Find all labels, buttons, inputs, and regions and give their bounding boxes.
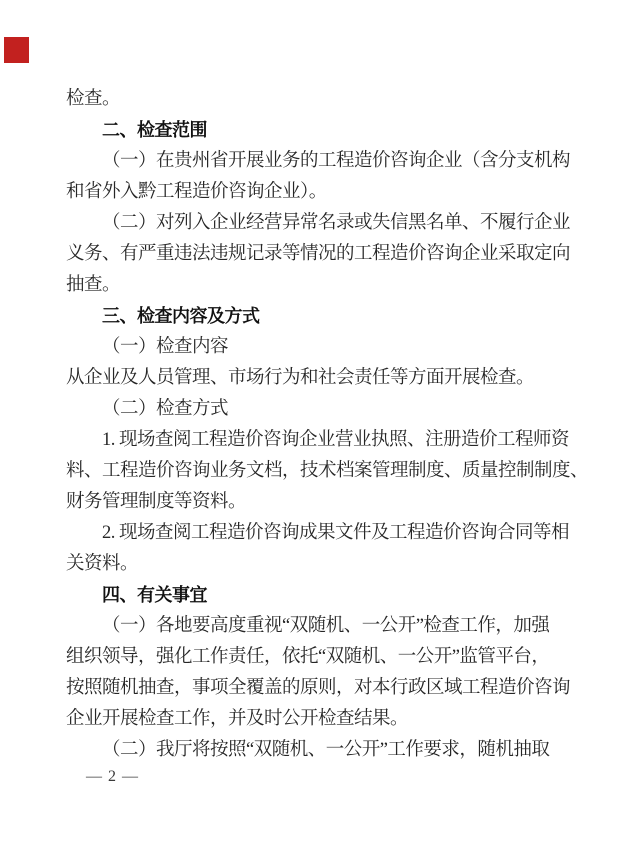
text-line: 关资料。 xyxy=(66,554,139,574)
text-line: 义务、有严重违法违规记录等情况的工程造价咨询企业采取定向 xyxy=(66,244,571,264)
section-heading: 四、有关事宜 xyxy=(102,585,207,605)
text-line: 1. 现场查阅工程造价咨询企业营业执照、注册造价工程师资 xyxy=(102,430,570,450)
text-line: 2. 现场查阅工程造价咨询成果文件及工程造价咨询合同等相 xyxy=(102,523,570,543)
text-line: 企业开展检查工作，并及时公开检查结果。 xyxy=(66,709,409,729)
text-line: 财务管理制度等资料。 xyxy=(66,492,247,512)
text-line: 料、工程造价咨询业务文档，技术档案管理制度、质量控制制度、 xyxy=(66,461,589,481)
text-line: 和省外入黔工程造价咨询企业）。 xyxy=(66,182,327,202)
red-stamp-mark xyxy=(4,37,29,63)
document-body xyxy=(66,84,589,766)
text-line: （二）对列入企业经营异常名录或失信黑名单、不履行企业 xyxy=(102,213,571,233)
text-line: 从企业及人员管理、市场行为和社会责任等方面开展检查。 xyxy=(66,368,535,388)
section-heading: 三、检查内容及方式 xyxy=(102,306,260,326)
text-line: （一）检查内容 xyxy=(102,337,229,357)
text-line: （一）在贵州省开展业务的工程造价咨询企业（含分支机构 xyxy=(102,151,571,171)
text-line: （一）各地要高度重视“双随机、一公开”检查工作，加强 xyxy=(102,616,550,636)
text-line: 检查。 xyxy=(66,89,121,109)
text-line: （二）检查方式 xyxy=(102,399,229,419)
text-line: 组织领导，强化工作责任，依托“双随机、一公开”监管平台， xyxy=(66,647,550,667)
text-line: 按照随机抽查，事项全覆盖的原则，对本行政区域工程造价咨询 xyxy=(66,678,571,698)
text-line: （二）我厅将按照“双随机、一公开”工作要求，随机抽取 xyxy=(102,740,550,760)
section-heading: 二、检查范围 xyxy=(102,120,207,140)
page-number: — 2 — xyxy=(86,768,139,785)
text-line: 抽查。 xyxy=(66,275,121,295)
